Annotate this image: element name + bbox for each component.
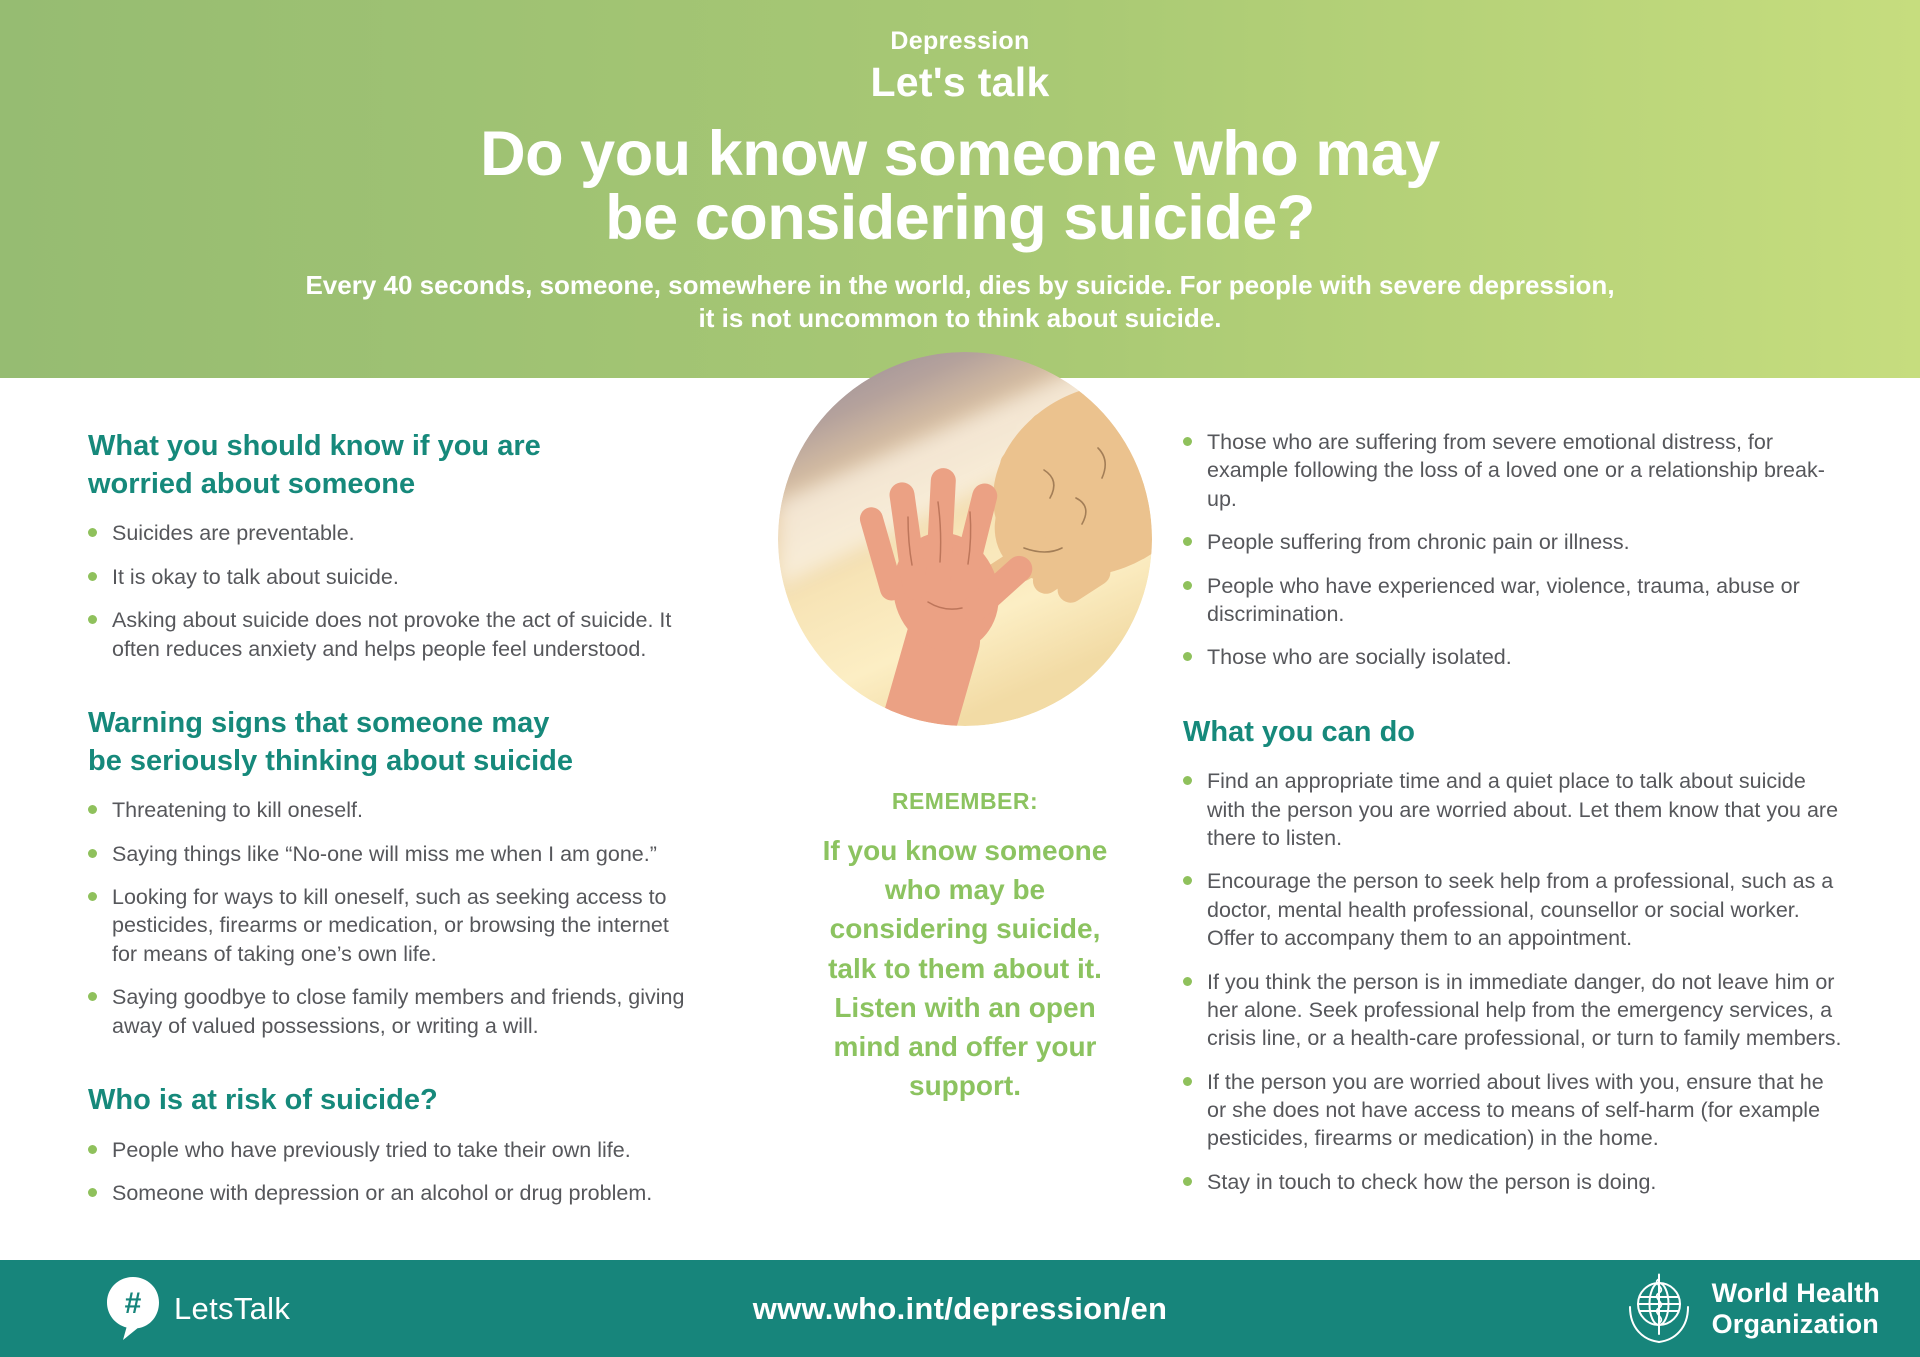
bullet-item — [1183, 867, 1845, 952]
bullet-list — [88, 519, 688, 663]
bullet-item — [88, 840, 688, 868]
bullet-text: If the person you are worried about lives with you, ensure that he or she does not have access to means of self-harm (for example pesticides, firearms or medication) in the home. — [1207, 1069, 1824, 1151]
bullet-item — [1183, 643, 1845, 671]
bullet-text: Threatening to kill oneself. — [112, 798, 363, 823]
hashtag-label: LetsTalk — [174, 1290, 291, 1326]
bullet-dot-icon — [88, 1188, 97, 1197]
bullet-text: People suffering from chronic pain or illness. — [1207, 530, 1630, 555]
remember-callout — [770, 788, 1160, 1105]
hashtag-symbol: # — [124, 1286, 142, 1320]
bullet-text: It is okay to talk about suicide. — [112, 564, 399, 589]
bullet-dot-icon — [88, 849, 97, 858]
intro-statement-line: it is not uncommon to think about suicide. — [698, 302, 1222, 333]
bullet-dot-icon — [88, 615, 97, 624]
bullet-text: Suicides are preventable. — [112, 521, 355, 546]
section-what-you-can-do — [1183, 714, 1845, 1197]
section-heading: What you should know if you are worried about someone — [88, 430, 541, 500]
bullet-text: Stay in touch to check how the person is doing. — [1207, 1169, 1657, 1194]
bullet-text: Those who are suffering from severe emotional distress, for example following the loss of a loved one or a relationship break-up. — [1207, 430, 1825, 511]
bullet-text: Saying things like “No-one will miss me when I am gone.” — [112, 841, 657, 866]
bullet-dot-icon — [88, 892, 97, 901]
bullet-dot-icon — [1183, 1177, 1192, 1186]
who-branding — [1621, 1271, 1880, 1347]
bullet-dot-icon — [1183, 652, 1192, 661]
who-name-line: World Health — [1711, 1278, 1880, 1309]
section-what-you-should-know — [88, 428, 688, 663]
bullet-text: Asking about suicide does not provoke the act of suicide. It often reduces anxiety and helps people feel understood. — [112, 608, 672, 661]
bullet-dot-icon — [88, 1145, 97, 1154]
bullet-dot-icon — [1183, 1077, 1192, 1086]
hero-banner — [0, 0, 1920, 378]
who-name — [1712, 1278, 1880, 1338]
intro-statement-line: Every 40 seconds, someone, somewhere in the world, dies by suicide. For people with severe depression, — [305, 269, 1615, 300]
bullet-item — [88, 796, 688, 824]
section-heading: What you can do — [1183, 715, 1415, 748]
bullet-item — [1183, 767, 1845, 852]
bullet-text: Those who are socially isolated. — [1207, 645, 1512, 670]
bullet-item — [1183, 968, 1845, 1053]
remember-label: REMEMBER: — [891, 788, 1039, 814]
bullet-dot-icon — [1183, 537, 1192, 546]
bullet-item — [88, 519, 688, 547]
bullet-item — [88, 883, 688, 968]
bullet-item — [88, 563, 688, 591]
who-emblem-icon — [1621, 1271, 1697, 1347]
section-who-is-at-risk — [88, 1082, 688, 1207]
bullet-dot-icon — [1183, 581, 1192, 590]
bullet-item — [1183, 428, 1845, 513]
bullet-item — [1183, 572, 1845, 629]
page-title-line: be considering suicide? — [605, 183, 1315, 254]
bullet-dot-icon — [1183, 437, 1192, 446]
page-title — [0, 119, 1920, 254]
bullet-dot-icon — [88, 572, 97, 581]
bullet-item — [88, 983, 688, 1040]
left-column — [88, 428, 688, 1222]
footer-bar — [0, 1260, 1920, 1357]
bullet-text: People who have previously tried to take their own life. — [112, 1137, 631, 1162]
bullet-dot-icon — [1183, 776, 1192, 785]
section-who-is-at-risk-continued — [1183, 428, 1845, 672]
bullet-list — [1183, 428, 1845, 672]
bullet-item — [88, 1179, 688, 1207]
right-column — [1183, 428, 1845, 1211]
bullet-dot-icon — [88, 992, 97, 1001]
website-url: www.who.int/depression/en — [752, 1290, 1168, 1326]
bullet-item — [1183, 1168, 1845, 1196]
bullet-text: Find an appropriate time and a quiet place to talk about suicide with the person you are worried about. Let them know that you are there to listen. — [1207, 769, 1839, 851]
bullet-list — [88, 1136, 688, 1208]
two-hands-reaching-illustration — [778, 352, 1152, 726]
bullet-text: Encourage the person to seek help from a professional, such as a doctor, mental health professional, counsellor or social worker. Offer to accompany them to an appointment. — [1207, 869, 1834, 951]
bullet-text: Someone with depression or an alcohol or drug problem. — [112, 1180, 653, 1205]
intro-statement — [0, 269, 1920, 336]
bullet-dot-icon — [88, 805, 97, 814]
bullet-item — [1183, 528, 1845, 556]
section-warning-signs — [88, 705, 688, 1040]
bullet-dot-icon — [1183, 977, 1192, 986]
bullet-list — [88, 796, 688, 1040]
bullet-text: Saying goodbye to close family members and friends, giving away of valued possessions, or writing a will. — [112, 985, 685, 1038]
bullet-dot-icon — [88, 528, 97, 537]
section-heading: Who is at risk of suicide? — [88, 1083, 438, 1116]
bullet-dot-icon — [1183, 876, 1192, 885]
series-kicker: Depression — [890, 27, 1030, 55]
series-tagline: Let's talk — [870, 59, 1050, 105]
who-name-line: Organization — [1711, 1308, 1879, 1339]
bullet-text: Looking for ways to kill oneself, such as seeking access to pesticides, firearms or medication, or browsing the internet for means of taking one’s own life. — [112, 885, 669, 966]
section-heading: Warning signs that someone may be seriously thinking about suicide — [88, 706, 574, 777]
bullet-list — [1183, 767, 1845, 1196]
bullet-item — [1183, 1068, 1845, 1153]
bullet-item — [88, 1136, 688, 1164]
page-title-line: Do you know someone who may — [480, 119, 1440, 189]
remember-text: If you know someone who may be considering suicide, talk to them about it. Listen with an open mind and offer your support. — [822, 835, 1108, 1102]
bullet-text: People who have experienced war, violence, trauma, abuse or discrimination. — [1207, 573, 1800, 626]
bullet-item — [88, 606, 688, 663]
bullet-text: If you think the person is in immediate danger, do not leave him or her alone. Seek professional help from the emergency services, a crisis line, or a health-care professional, or turn to family members. — [1207, 969, 1842, 1051]
